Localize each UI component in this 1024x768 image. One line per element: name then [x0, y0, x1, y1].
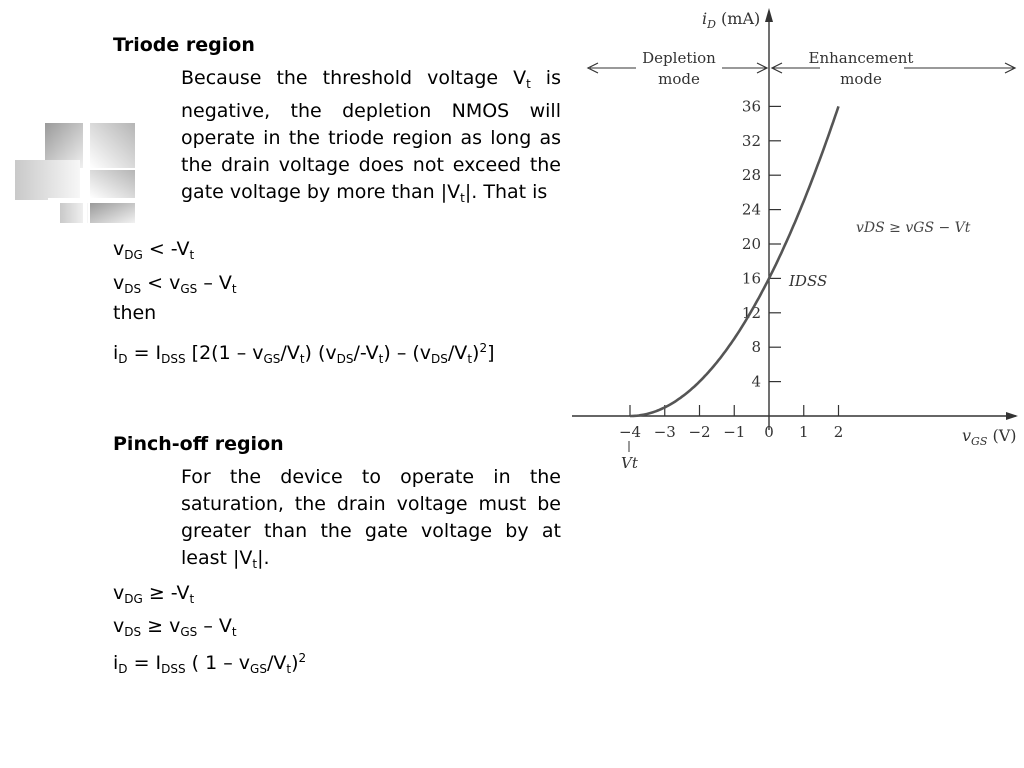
id-vgs-characteristic-graph: [565, 0, 1024, 490]
decorative-squares: [10, 118, 140, 228]
pinchoff-heading: Pinch-off region: [113, 433, 284, 455]
pinchoff-paragraph: For the device to operate in the saturation, the drain voltage must be greater than the gate voltage by at least $|V_t|$.: [181, 466, 561, 571]
enhancement-label-2: mode: [840, 70, 882, 88]
x-tick-label: 2: [833, 423, 844, 441]
y-axis-label: $i_D$ (mA): [702, 9, 761, 31]
saturation-condition-label: vDS ≥ vGS − Vt: [856, 220, 971, 236]
y-tick-label: 16: [741, 269, 761, 288]
triode-condition-vdg: $v_{DG} < -V_t$: [113, 238, 195, 262]
y-ticks: [742, 97, 781, 390]
pinchoff-equation: $i_D = I_{DSS}$ ( $1 - v_{GS}/V_t)^2$: [113, 651, 307, 676]
triode-then: then: [113, 302, 157, 324]
pinchoff-condition-vds: $v_{DS} \ge v_{GS} - V_t$: [113, 615, 237, 639]
idss-label: IDSS: [789, 272, 828, 290]
x-tick-label: −3: [653, 423, 676, 441]
y-tick-label: 20: [741, 235, 761, 253]
triode-equation: $i_D = I_{DSS}$ [$2(1 - v_{GS}/V_t)$ $(v_{DS}/-V_t) - (v_{DS}/V_t)^2$]: [113, 341, 495, 366]
y-tick-label: 36: [741, 97, 761, 116]
vt-label: Vt: [621, 454, 638, 472]
y-tick-label: 4: [751, 372, 761, 391]
triode-heading: Triode region: [113, 34, 255, 56]
y-axis-arrow-icon: [765, 8, 773, 22]
x-axis-label: $v_{GS}$ (V): [962, 426, 1017, 448]
y-tick-label: 28: [741, 166, 761, 185]
x-tick-label: −1: [723, 423, 746, 441]
y-tick-label: 8: [751, 338, 761, 357]
y-tick-label: 12: [741, 303, 761, 322]
depletion-label-2: mode: [658, 70, 700, 88]
y-tick-label: 32: [741, 131, 761, 150]
x-tick-label: −2: [688, 423, 711, 441]
enhancement-label-1: Enhancement: [808, 49, 914, 67]
x-tick-label: −4: [618, 423, 642, 441]
x-tick-label: 1: [798, 423, 809, 441]
pinchoff-condition-vdg: $v_{DG} \ge -V_t$: [113, 582, 195, 606]
triode-condition-vds: $v_{DS} < v_{GS} - V_t$: [113, 272, 237, 296]
triode-paragraph: Because the threshold voltage $V_t$ is negative, the depletion NMOS will operate in the triode region as long as the drain voltage does not exceed the gate voltage by more than $|V_t|$. That is: [181, 67, 561, 205]
y-tick-label: 24: [741, 200, 761, 219]
x-axis-arrow-icon: [1006, 412, 1018, 420]
x-tick-label: 0: [764, 423, 774, 441]
x-ticks: [619, 405, 843, 441]
depletion-label-1: Depletion: [642, 49, 716, 67]
transfer-characteristic-curve: [630, 106, 839, 416]
